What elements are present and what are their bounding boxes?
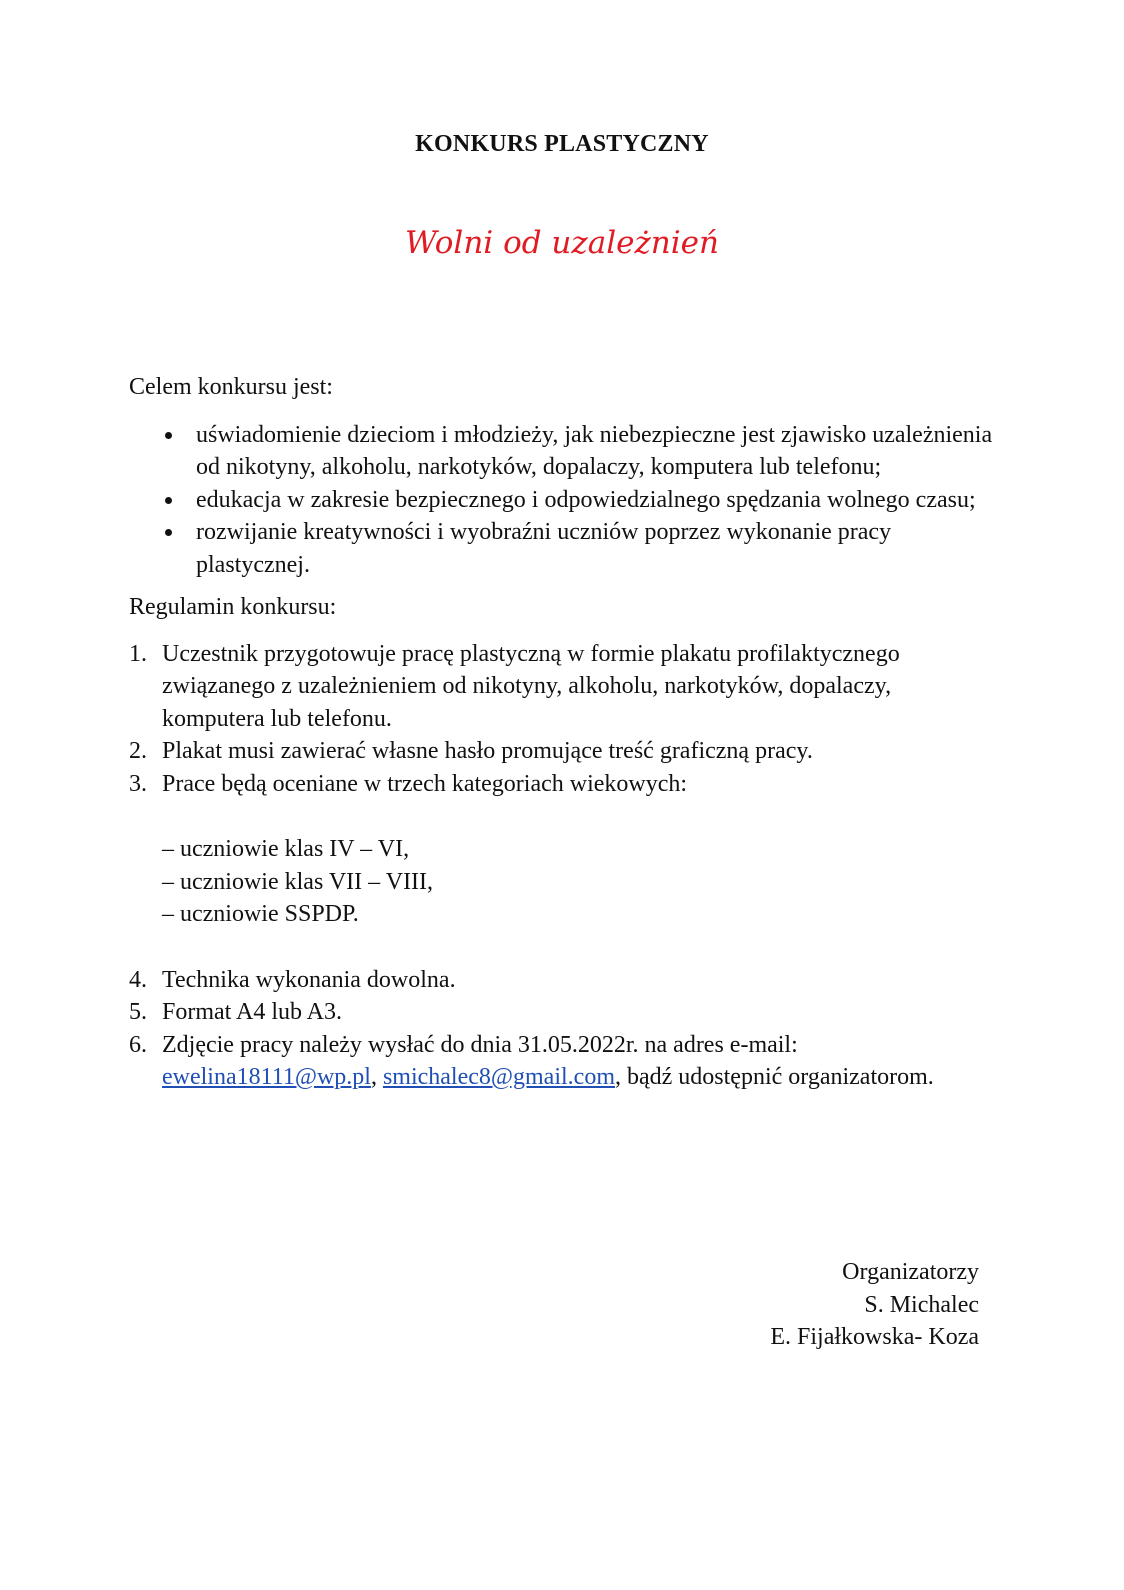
goals-list xyxy=(129,419,999,582)
goals-list-item xyxy=(129,516,999,581)
rule-number: 6. xyxy=(129,1031,147,1058)
age-categories xyxy=(162,833,999,931)
rules-list-continued xyxy=(129,964,999,1094)
goals-list-item xyxy=(129,484,999,517)
rules-list-item xyxy=(129,964,999,997)
document-body xyxy=(129,371,999,1094)
signature-block xyxy=(770,1256,979,1354)
rule-number: 3. xyxy=(129,770,147,797)
rules-list xyxy=(129,638,999,801)
email-separator: , xyxy=(370,1064,383,1090)
goals-list-item xyxy=(129,419,999,484)
rule-text-before: Zdjęcie pracy należy wysłać do dnia 31.05.2022r. na adres e-mail: xyxy=(162,1031,798,1058)
rule-number: 2. xyxy=(129,738,147,764)
rule-text: Format A4 lub A3. xyxy=(162,999,343,1025)
document-title: KONKURS PLASTYCZNY xyxy=(415,131,709,157)
rules-list-item xyxy=(129,735,999,768)
rule-text: Uczestnik przygotowuje pracę plastyczną w formie plakatu profilaktycznego związanego z uzależnieniem od nikotyny, alkoholu, narkotyków, dopalaczy, komputera lub telefonu. xyxy=(162,640,900,732)
signature-label: Organizatorzy xyxy=(842,1259,979,1285)
age-category: – uczniowie SSPDP. xyxy=(162,901,359,927)
signature-name: E. Fijałkowska- Koza xyxy=(770,1324,979,1350)
rules-list-item xyxy=(129,1029,999,1094)
goals-item-text: edukacja w zakresie bezpiecznego i odpowiedzialnego spędzania wolnego czasu; xyxy=(196,486,976,513)
signature-name: S. Michalec xyxy=(864,1291,979,1318)
age-category: – uczniowie klas VII – VIII, xyxy=(162,868,434,895)
goals-item-text: rozwijanie kreatywności i wyobraźni uczniów poprzez wykonanie pracy plastycznej. xyxy=(196,519,892,578)
rule-number: 4. xyxy=(129,966,147,993)
age-category: – uczniowie klas IV – VI, xyxy=(162,836,410,862)
rules-heading: Regulamin konkursu: xyxy=(129,594,337,620)
bullet-icon xyxy=(165,432,172,439)
goals-item-text: uświadomienie dzieciom i młodzieży, jak niebezpieczne jest zjawisko uzależnienia od nikotyny, alkoholu, narkotyków, dopalaczy, komputera lub telefonu; xyxy=(196,421,993,480)
bullet-icon xyxy=(165,497,172,504)
rule-text: Prace będą oceniane w trzech kategoriach wiekowych: xyxy=(162,770,688,797)
rule-number: 1. xyxy=(129,640,147,667)
rule-text-after: , bądź udostępnić organizatorom. xyxy=(614,1064,934,1090)
rules-list-item xyxy=(129,638,999,736)
email-link-ewelina[interactable]: ewelina18111@wp.pl xyxy=(162,1064,371,1090)
document-subtitle: Wolni od uzależnień xyxy=(405,225,719,261)
email-link-smichalec[interactable]: smichalec8@gmail.com xyxy=(382,1064,615,1090)
bullet-icon xyxy=(165,529,172,536)
goals-heading: Celem konkursu jest: xyxy=(129,374,333,400)
rules-list-item xyxy=(129,996,999,1029)
rules-list-item xyxy=(129,768,999,801)
rule-text: Technika wykonania dowolna. xyxy=(162,966,456,993)
rule-number: 5. xyxy=(129,999,147,1025)
rule-text: Plakat musi zawierać własne hasło promujące treść graficzną pracy. xyxy=(162,738,813,764)
